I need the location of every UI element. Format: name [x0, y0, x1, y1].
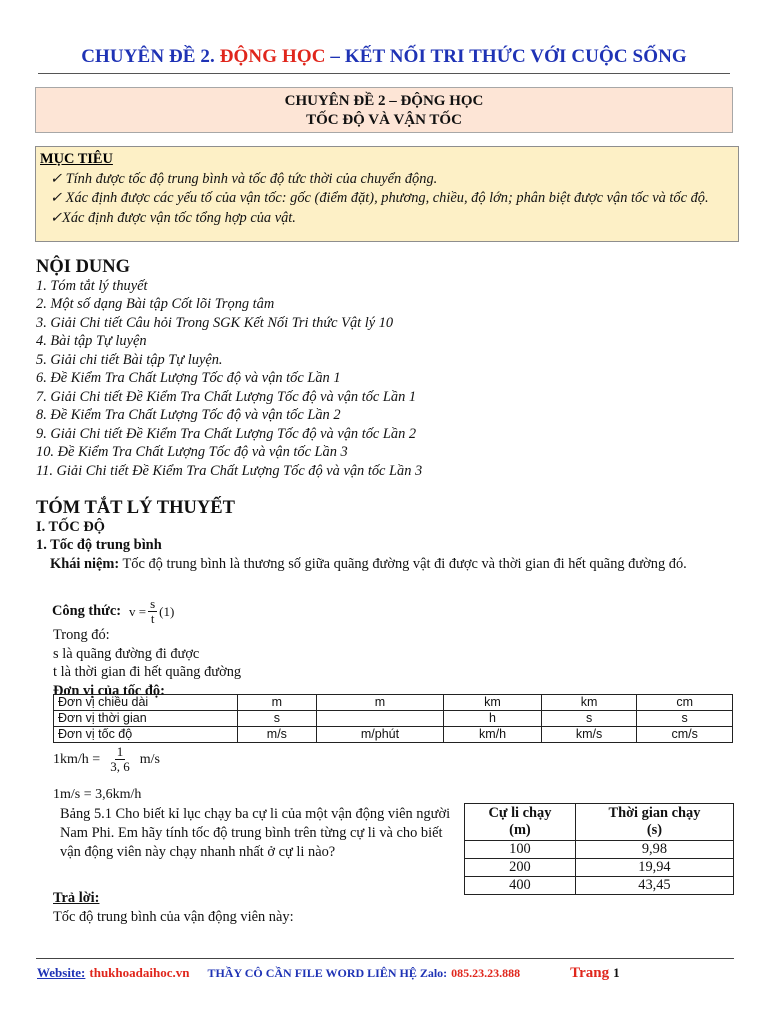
unit-table-cell: km: [444, 695, 542, 711]
record-time-cell: 19,94: [575, 859, 733, 877]
record-distance-cell: 100: [465, 841, 576, 859]
conversion-unit: m/s: [139, 751, 160, 767]
footer-phone: 085.23.23.888: [451, 966, 521, 980]
contents-item: 9. Giải Chi tiết Đề Kiểm Tra Chất Lượng Tốc độ và vận tốc Lần 2: [36, 425, 417, 442]
record-col-distance-line2: (m): [509, 822, 531, 838]
unit-table-row-label: Đơn vị chiều dài: [54, 695, 238, 711]
header-divider: [38, 73, 730, 74]
unit-table: [53, 694, 733, 743]
contents-item: 5. Giải chi tiết Bài tập Tự luyện.: [36, 351, 223, 368]
record-col-distance-line1: Cự li chạy: [488, 805, 552, 821]
objective-item: ✓Xác định được vận tốc tổng hợp của vật.: [50, 209, 296, 226]
record-table-row: [465, 841, 734, 859]
theory-heading: TÓM TẮT LÝ THUYẾT: [36, 498, 235, 518]
answer-text: Tốc độ trung bình của vận động viên này:: [53, 909, 294, 925]
topic-title-line2: TỐC ĐỘ VÀ VẬN TỐC: [306, 112, 462, 128]
objective-item: ✓ Xác định được các yếu tố của vận tốc: gốc (điểm đặt), phương, chiều, độ lớn; phân biệt được vận tốc và tốc độ.: [50, 190, 709, 206]
contents-item: 7. Giải Chi tiết Đề Kiểm Tra Chất Lượng Tốc độ và vận tốc Lần 1: [36, 388, 417, 405]
unit-table-cell: [316, 711, 444, 727]
conversion-ms: 1m/s = 3,6km/h: [53, 787, 142, 802]
topic-title-line1: CHUYÊN ĐỀ 2 – ĐỘNG HỌC: [284, 93, 484, 109]
record-col-time-line1: Thời gian chạy: [608, 805, 701, 821]
contents-item: 10. Đề Kiểm Tra Chất Lượng Tốc độ và vận tốc Lần 3: [36, 444, 348, 460]
footer-website-label: Website:: [37, 965, 86, 980]
contents-item: 11. Giải Chi tiết Đề Kiểm Tra Chất Lượng Tốc độ và vận tốc Lần 3: [36, 462, 423, 479]
concept-paragraph: [36, 555, 736, 574]
formula-tag: (1): [159, 603, 175, 619]
legend-label: Trong đó:: [53, 627, 110, 643]
concept-text: Tốc độ trung bình là thương số giữa quãng đường vật đi được và thời gian đi hết quãng đường đó.: [119, 555, 687, 572]
legend-s: s là quãng đường đi được: [53, 645, 200, 662]
contents-item: 3. Giải Chi tiết Câu hỏi Trong SGK Kết Nối Tri thức Vật lý 10: [36, 314, 394, 331]
header-title-part1: CHUYÊN ĐỀ 2.: [81, 46, 220, 67]
conversion-fraction: [108, 745, 132, 774]
theory-subheading-speed: I. TỐC ĐỘ: [36, 518, 105, 535]
answer-label: Trả lời:: [53, 890, 100, 906]
header-title-part2: ĐỘNG HỌC: [219, 46, 326, 67]
conversion-denominator: 3, 6: [110, 759, 130, 774]
formula-fraction: [148, 597, 157, 626]
contents-item: 4. Bài tập Tự luyện: [36, 333, 147, 349]
unit-table-cell: s: [541, 711, 637, 727]
concept-label: Khái niệm:: [50, 555, 120, 572]
unit-table-cell: m: [316, 695, 444, 711]
record-time-cell: 43,45: [575, 877, 733, 895]
unit-table-row-label: Đơn vị tốc độ: [54, 727, 238, 743]
unit-table-cell: s: [637, 711, 733, 727]
unit-table-cell: m: [238, 695, 317, 711]
page-header-title: [0, 46, 768, 68]
page-footer: [37, 965, 737, 982]
record-col-distance: [465, 804, 576, 841]
unit-table-cell: cm/s: [637, 727, 733, 743]
contents-item: 1. Tóm tắt lý thuyết: [36, 277, 148, 294]
unit-table-cell: m/s: [238, 727, 317, 743]
unit-table-row: [54, 695, 733, 711]
footer-page-number: 1: [613, 965, 620, 980]
topic-title-box: [35, 87, 733, 133]
contents-heading: NỘI DUNG: [36, 257, 131, 277]
formula-denominator: t: [150, 611, 155, 626]
conversion-numerator: 1: [116, 744, 124, 759]
exercise-text: Bảng 5.1 Cho biết kỉ lục chạy ba cự li của một vận động viên người Nam Phi. Em hãy tính tốc độ trung bình trên từng cự li và cho biết vận động viên này chạy nhanh nhất ở cự li nào?: [60, 806, 451, 860]
unit-table-cell: km: [541, 695, 637, 711]
unit-table-row: [54, 711, 733, 727]
contents-item: 8. Đề Kiểm Tra Chất Lượng Tốc độ và vận tốc Lần 2: [36, 407, 341, 423]
formula-label: Công thức:: [52, 603, 121, 619]
contents-section: [36, 258, 736, 480]
formula-legend: [53, 626, 241, 700]
header-title-part3: – KẾT NỐI TRI THỨC VỚI CUỘC SỐNG: [325, 46, 687, 67]
unit-table-row: [54, 727, 733, 743]
conversion-kmh: [53, 745, 160, 774]
record-distance-cell: 200: [465, 859, 576, 877]
objectives-heading: MỤC TIÊU: [40, 151, 113, 167]
theory-subheading-average-speed: 1. Tốc độ trung bình: [36, 537, 162, 553]
footer-page-label: Trang: [570, 965, 610, 981]
objectives-box: [35, 146, 739, 242]
unit-table-cell: m/phút: [316, 727, 444, 743]
formula-lhs: v =: [129, 603, 147, 619]
record-table: [464, 803, 734, 895]
answer-block: [53, 889, 294, 927]
objective-item: ✓ Tính được tốc độ trung bình và tốc độ tức thời của chuyển động.: [50, 170, 438, 187]
footer-divider: [36, 958, 734, 959]
contents-item: 2. Một số dạng Bài tập Cốt lõi Trọng tâm: [36, 296, 275, 312]
unit-table-cell: km/s: [541, 727, 637, 743]
record-table-row: [465, 877, 734, 895]
unit-table-cell: km/h: [444, 727, 542, 743]
theory-section: [36, 499, 736, 573]
record-distance-cell: 400: [465, 877, 576, 895]
formula-numerator: s: [150, 596, 156, 611]
record-table-row: [465, 859, 734, 877]
contents-item: 6. Đề Kiểm Tra Chất Lượng Tốc độ và vận tốc Lần 1: [36, 370, 341, 386]
conversion-lhs: 1km/h =: [53, 751, 101, 767]
legend-t: t là thời gian đi hết quãng đường: [53, 664, 242, 680]
record-col-time: [575, 804, 733, 841]
record-time-cell: 9,98: [575, 841, 733, 859]
unit-heading: Đơn vị của tốc độ:: [53, 682, 165, 699]
unit-table-cell: h: [444, 711, 542, 727]
unit-table-row-label: Đơn vị thời gian: [54, 711, 238, 727]
unit-table-cell: s: [238, 711, 317, 727]
speed-formula: [52, 597, 174, 626]
unit-table-cell: cm: [637, 695, 733, 711]
footer-contact: THẦY CÔ CẦN FILE WORD LIÊN HỆ Zalo:: [207, 966, 448, 980]
footer-website-link[interactable]: thukhoadaihoc.vn: [89, 965, 190, 980]
record-col-time-line2: (s): [646, 822, 663, 838]
